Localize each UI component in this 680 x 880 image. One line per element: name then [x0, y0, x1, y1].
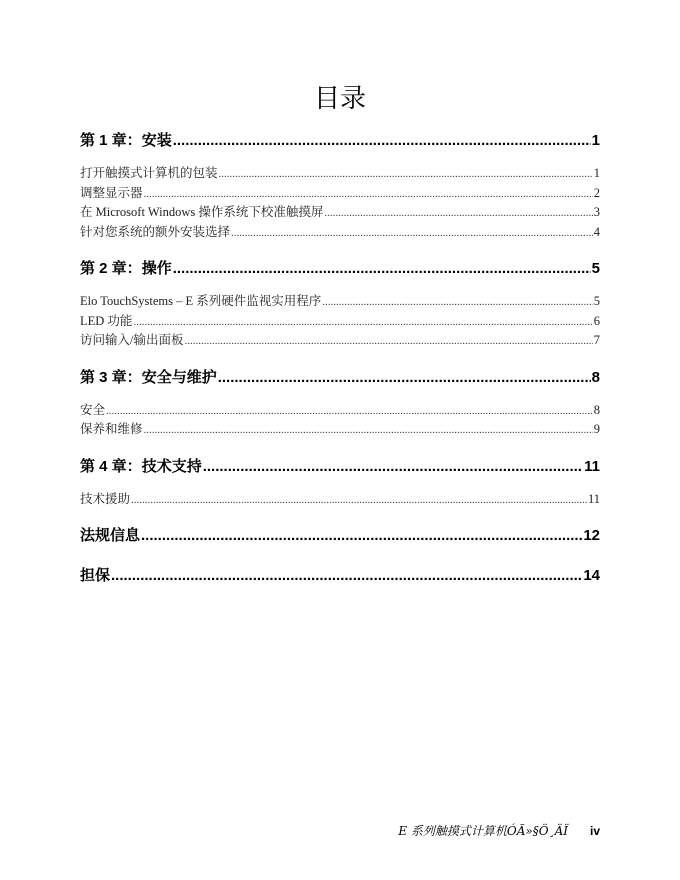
page-number: 14: [583, 567, 600, 584]
page-number: 1: [593, 166, 600, 180]
toc-entry[interactable]: [80, 312, 600, 332]
page-number: 3: [593, 205, 600, 219]
toc-entry[interactable]: [80, 184, 600, 204]
dot-leader: [131, 491, 587, 510]
dot-leader: [219, 165, 593, 184]
page-number: 2: [593, 185, 600, 200]
page-footer: [0, 822, 600, 839]
entry-title: 访问输入/输出面板: [80, 333, 184, 347]
toc-chapter-2[interactable]: [80, 256, 600, 282]
page-number: 8: [591, 368, 600, 386]
chapter-number: 第 2 章：: [80, 260, 142, 277]
footer-page-number: iv: [589, 824, 600, 838]
page-number: 12: [583, 527, 600, 544]
dot-leader: [141, 523, 582, 549]
entry-title: 在 Microsoft Windows 操作系统下校准触摸屏: [80, 205, 324, 219]
chapter-title: 操作: [141, 260, 172, 277]
dot-leader: [173, 128, 591, 154]
toc-entry[interactable]: [80, 223, 600, 243]
toc-entry[interactable]: [80, 420, 600, 440]
dot-leader: [111, 563, 582, 589]
dot-leader: [106, 402, 593, 421]
page-number: 11: [587, 491, 600, 506]
dot-leader: [144, 421, 593, 440]
page-number: 8: [593, 402, 600, 417]
chapter-title: 安全与维护: [141, 368, 217, 386]
dot-leader: [133, 313, 592, 332]
entry-title: 打开触摸式计算机的包装: [80, 166, 218, 180]
toc-regulatory[interactable]: [80, 523, 600, 549]
page-number: 11: [584, 457, 600, 475]
toc-chapter-3[interactable]: [80, 365, 600, 391]
dot-leader: [231, 224, 593, 243]
toc-entry[interactable]: [80, 203, 600, 223]
toc-entry[interactable]: [80, 490, 600, 510]
toc-chapter-1[interactable]: [80, 128, 600, 154]
page-number: 7: [593, 333, 600, 347]
dot-leader: [322, 293, 592, 312]
entry-title: 调整显示器: [80, 185, 143, 200]
entry-title: LED 功能: [80, 313, 133, 328]
chapter-number: 第 1 章：: [80, 132, 142, 149]
dot-leader: [218, 365, 591, 391]
toc-entry[interactable]: [80, 292, 600, 312]
dot-leader: [324, 204, 592, 223]
table-of-contents: [80, 128, 600, 589]
page-title: 目录: [313, 84, 366, 114]
chapter-title: 法规信息: [80, 527, 141, 544]
footer-title: E 系列触摸式计算机ÓÃ»§Ö¸ÄÏ: [398, 824, 568, 838]
toc-entry[interactable]: [80, 401, 600, 421]
chapter-title: 技术支持: [141, 457, 202, 475]
page-number: 9: [593, 422, 600, 436]
toc-chapter-4[interactable]: [80, 454, 600, 480]
chapter-title: 担保: [80, 567, 111, 584]
page-number: 5: [593, 294, 600, 308]
toc-warranty[interactable]: [80, 563, 600, 589]
page-number: 5: [591, 260, 600, 277]
page-number: 1: [591, 132, 600, 149]
entry-title: 保养和维修: [80, 422, 143, 436]
toc-entry[interactable]: [80, 164, 600, 184]
entry-title: 针对您系统的额外安装选择: [80, 224, 231, 239]
dot-leader: [203, 454, 583, 480]
entry-title: 安全: [80, 402, 106, 417]
entry-title: Elo TouchSystems – E 系列硬件监视实用程序: [80, 294, 322, 308]
dot-leader: [144, 185, 593, 204]
chapter-number: 第 3 章：: [80, 368, 142, 386]
entry-title: 技术援助: [80, 491, 131, 506]
chapter-number: 第 4 章：: [80, 457, 142, 475]
chapter-title: 安装: [141, 132, 172, 149]
toc-entry[interactable]: [80, 331, 600, 351]
page-number: 6: [593, 313, 600, 328]
page-number: 4: [593, 224, 600, 239]
dot-leader: [184, 332, 592, 351]
dot-leader: [173, 256, 591, 282]
